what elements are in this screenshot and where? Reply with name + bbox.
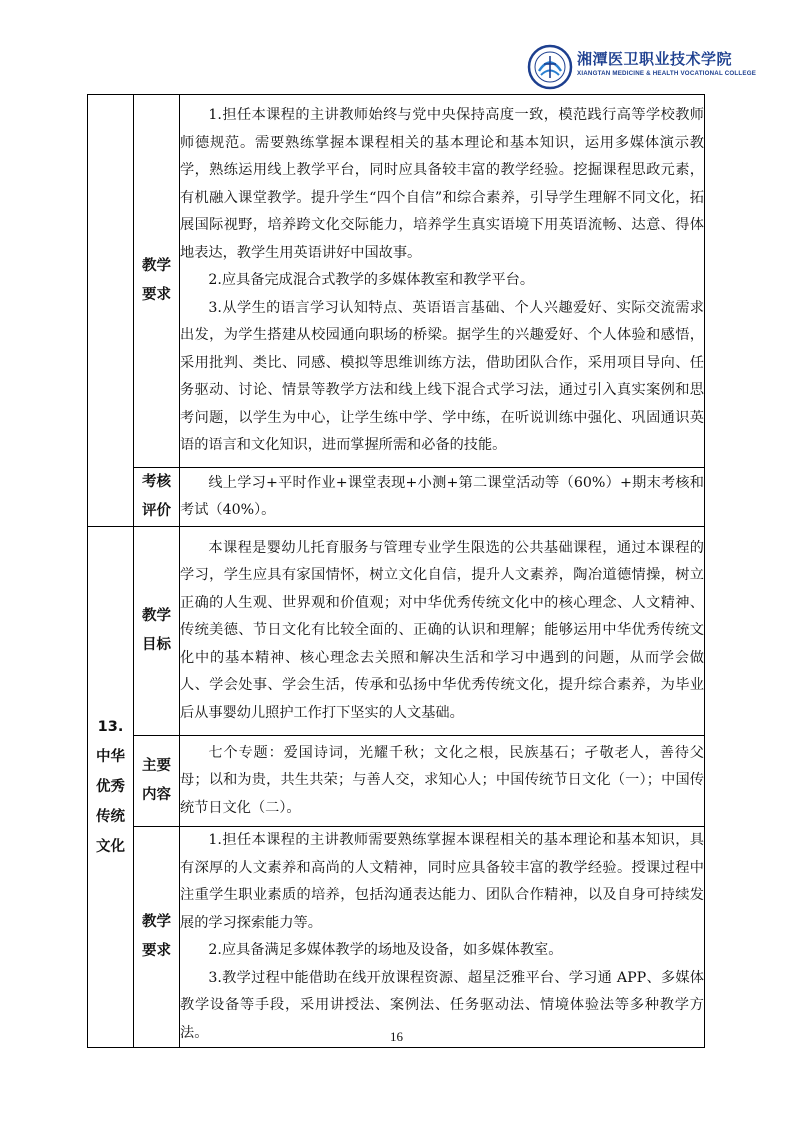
course-name-line: 文化 — [96, 839, 125, 855]
row-label-line: 主要 — [142, 758, 171, 774]
row-label-line: 内容 — [142, 787, 171, 803]
row-label-line: 要求 — [142, 943, 171, 959]
row-label-teaching-requirements — [134, 95, 180, 468]
row-label-line: 要求 — [142, 287, 171, 303]
paragraph: 线上学习+平时作业+课堂表现+小测+第二课堂活动等（60%）+期末考核和考试（40%）。 — [180, 474, 704, 518]
table-row — [88, 736, 705, 827]
row-label-teaching-requirements — [134, 827, 180, 1048]
teaching-objectives-content — [180, 527, 705, 736]
row-label-line: 教学 — [142, 914, 171, 930]
paragraph: 本课程是婴幼儿托育服务与管理专业学生限选的公共基础课程，通过本课程的学习，学生应具有家国情怀，树立文化自信，提升人文素养，陶冶道德情操，树立正确的人生观、世界观和价值观；对中华优秀传统文化中的核心理念、人文精神、传统美德、节日文化有比较全面的、正确的认识和理解；能够运用中华优秀传统文化中的基本精神、核心理念去关照和解决生活和学习中遇到的问题，从而学会做人、学会处事、学会生活，传承和弘扬中华优秀传统文化，提升综合素养，为毕业后从事婴幼儿照护工作打下坚实的人文基础。 — [180, 539, 704, 721]
row-label-line: 教学 — [142, 608, 171, 624]
teaching-requirements-content — [180, 827, 705, 1048]
row-label-line: 评价 — [142, 503, 171, 519]
college-emblem-icon — [527, 44, 573, 90]
course-name-line: 中华 — [96, 749, 125, 765]
course-table — [87, 94, 705, 1048]
table-row — [88, 95, 705, 468]
college-logo — [527, 42, 757, 92]
paragraph: 3.教学过程中能借助在线开放课程资源、超星泛雅平台、学习通 APP、多媒体教学设备等手段，采用讲授法、案例法、任务驱动法、情境体验法等多种教学方法。 — [180, 969, 704, 1041]
course-name-line: 传统 — [96, 809, 125, 825]
table-row — [88, 468, 705, 527]
paragraph: 3.从学生的语言学习认知特点、英语语言基础、个人兴趣爱好、实际交流需求出发，为学生搭建从校园通向职场的桥梁。据学生的兴趣爱好、个人体验和感悟，采用批判、类比、同感、模拟等思维训练方法，借助团队合作，采用项目导向、任务驱动、讨论、情景等教学方法和线上线下混合式学习法，通过引入真实案例和思考问题，以学生为中心，让学生练中学、学中练，在听说训练中强化、巩固通识英语的语言和文化知识，进而掌握所需和必备的技能。 — [180, 299, 704, 454]
table-row — [88, 827, 705, 1048]
paragraph: 1.担任本课程的主讲教师始终与党中央保持高度一致，模范践行高等学校教师师德规范。需要熟练掌握本课程相关的基本理论和基本知识，运用多媒体演示教学，熟练运用线上教学平台，同时应具备较丰富的教学经验。挖掘课程思政元素，有机融入课堂教学。提升学生“四个自信”和综合素养，引导学生理解不同文化，拓展国际视野，培养跨文化交际能力，培养学生真实语境下用英语流畅、达意、得体地表达，教学生用英语讲好中国故事。 — [180, 107, 704, 261]
course-number: 13. — [97, 719, 124, 735]
course-name-cell-continued — [88, 95, 134, 527]
table-row — [88, 527, 705, 736]
course-13-name-cell — [88, 527, 134, 1048]
row-label-assessment — [134, 468, 180, 527]
main-content-content — [180, 736, 705, 827]
paragraph: 2.应具备完成混合式教学的多媒体教室和教学平台。 — [208, 272, 535, 289]
row-label-line: 考核 — [142, 474, 171, 490]
row-label-main-content — [134, 736, 180, 827]
paragraph: 2.应具备满足多媒体教学的场地及设备，如多媒体教室。 — [208, 942, 563, 958]
course-name-line: 优秀 — [96, 779, 125, 795]
row-label-teaching-objectives — [134, 527, 180, 736]
college-name-cn: 湘潭医卫职业技术学院 — [577, 50, 733, 68]
paragraph: 七个专题：爱国诗词，光耀千秋；文化之根，民族基石；孑敬老人，善待父母；以和为贵，共生共荣；与善人交，求知心人；中国传统节日文化（一）；中国传统节日文化（二）。 — [180, 744, 704, 816]
row-label-line: 目标 — [142, 637, 171, 653]
college-name-en: XIANGTAN MEDICINE & HEALTH VOCATIONAL COLLEGE — [577, 70, 757, 77]
row-label-line: 教学 — [142, 258, 171, 274]
page-number: 16 — [390, 1029, 403, 1044]
assessment-content — [180, 468, 705, 527]
paragraph: 1.担任本课程的主讲教师需要熟练掌握本课程相关的基本理论和基本知识，具有深厚的人文素养和高尚的人文精神，同时应具备较丰富的教学经验。授课过程中注重学生职业素质的培养，包括沟通表达能力、团队合作精神，以及自身可持续发展的学习探索能力等。 — [180, 832, 704, 931]
teaching-requirements-content — [180, 95, 705, 468]
